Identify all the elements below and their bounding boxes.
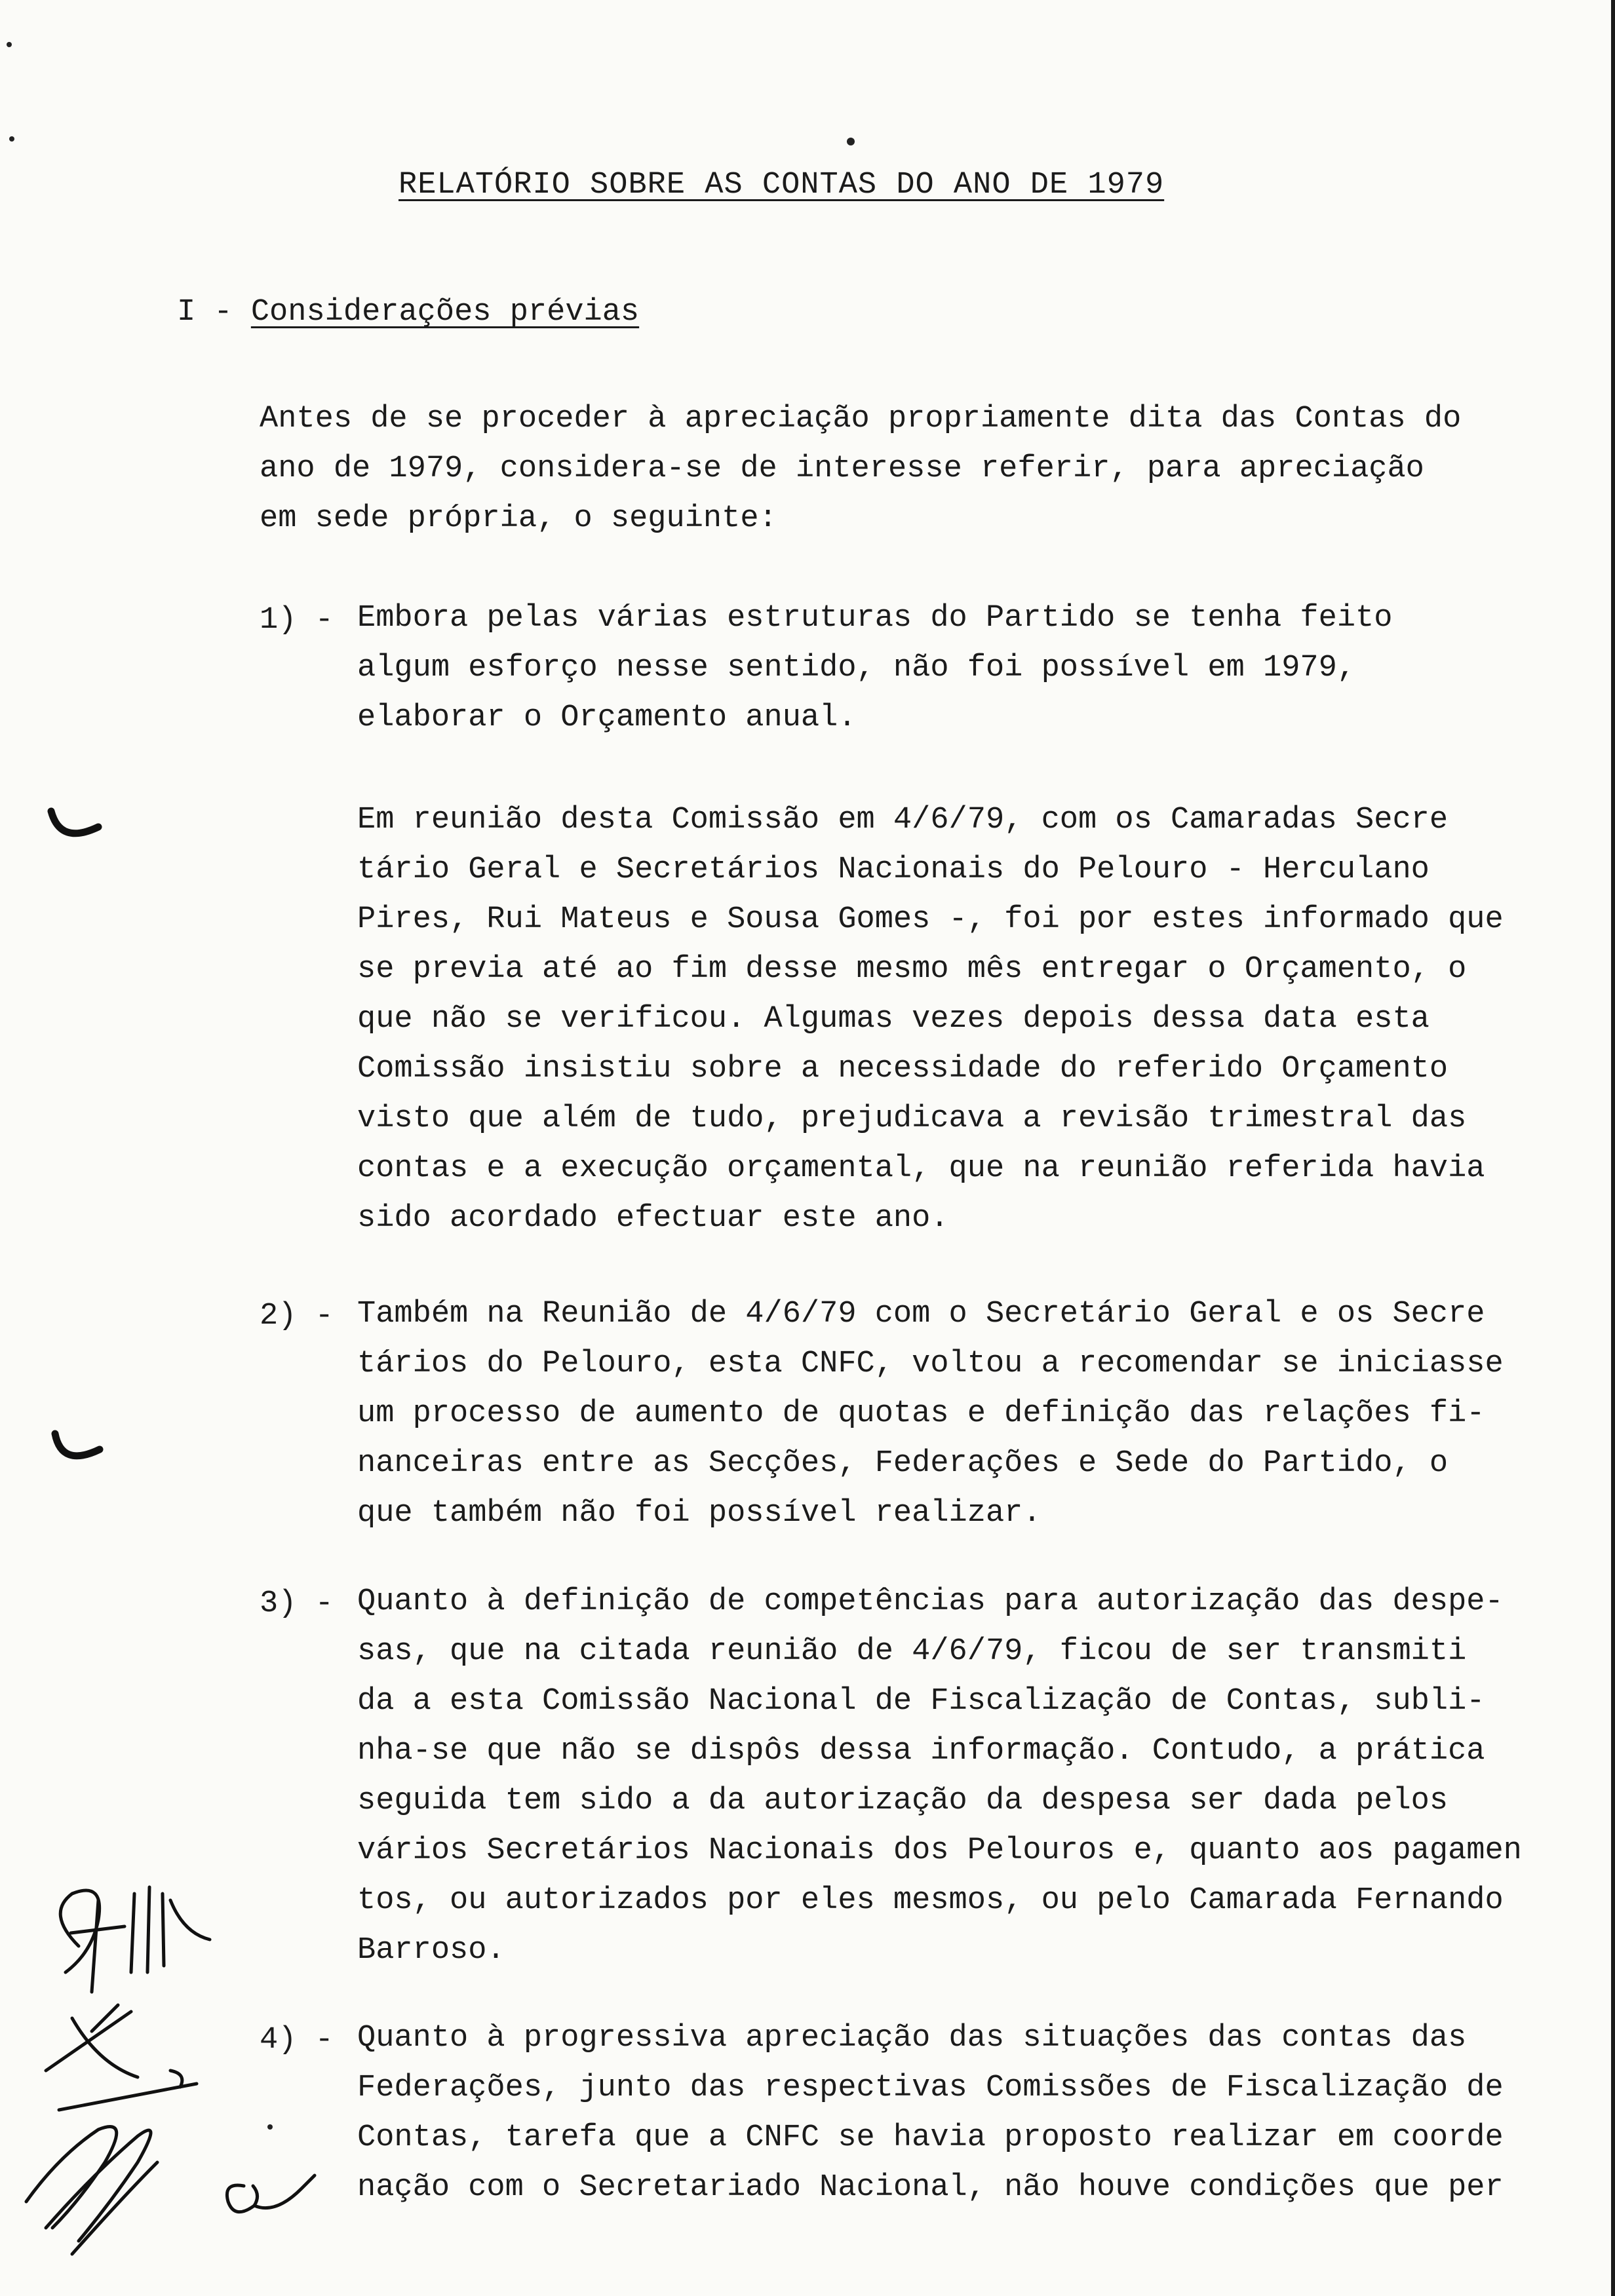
signature-initials-1 (60, 1887, 210, 1992)
text-line: se previa até ao fim desse mesmo mês entregar o Orçamento, o (357, 952, 1467, 987)
section-number: I - (177, 295, 233, 330)
margin-crescent-mark (55, 1434, 100, 1456)
item-number: 2) - (260, 1299, 334, 1333)
text-line: nanceiras entre as Secções, Federações e Sede do Partido, o (357, 1446, 1449, 1481)
text-line: Antes de se proceder à apreciação propriamente dita das Contas do (260, 402, 1462, 436)
text-line: Comissão insistiu sobre a necessidade do referido Orçamento (357, 1052, 1449, 1086)
ink-speck (9, 136, 14, 142)
text-line: em sede própria, o seguinte: (260, 501, 777, 536)
ink-speck (847, 138, 855, 145)
text-line: vários Secretários Nacionais dos Pelouros e, quanto aos pagamen (357, 1833, 1522, 1868)
text-line: Também na Reunião de 4/6/79 com o Secretário Geral e os Secre (357, 1297, 1485, 1331)
text-line: Barroso. (357, 1933, 505, 1968)
text-line: elaborar o Orçamento anual. (357, 700, 857, 735)
item-number: 4) - (260, 2023, 334, 2057)
section-title: Considerações prévias (250, 295, 640, 330)
text-line: Quanto à progressiva apreciação das situações das contas das (357, 2021, 1467, 2056)
text-line: contas e a execução orçamental, que na reunião referida havia (357, 1151, 1485, 1186)
text-line: um processo de aumento de quotas e definição das relações fi- (357, 1396, 1485, 1431)
text-line: Pires, Rui Mateus e Sousa Gomes -, foi por estes informado que (357, 902, 1504, 937)
item-number: 1) - (260, 603, 334, 638)
text-line: visto que além de tudo, prejudicava a revisão trimestral das (357, 1101, 1467, 1136)
text-line: Embora pelas várias estruturas do Partido se tenha feito (357, 601, 1393, 636)
text-line: ano de 1979, considera-se de interesse referir, para apreciação (260, 451, 1424, 486)
text-line: que também não foi possível realizar. (357, 1496, 1041, 1531)
text-line: Em reunião desta Comissão em 4/6/79, com os Camaradas Secre (357, 803, 1449, 837)
text-line: algum esforço nesse sentido, não foi possível em 1979, (357, 651, 1356, 685)
signature-3 (26, 2127, 157, 2254)
text-line: sas, que na citada reunião de 4/6/79, ficou de ser transmiti (357, 1634, 1467, 1669)
ink-speck (267, 2124, 273, 2130)
text-line: nha-se que não se dispôs dessa informação. Contudo, a prática (357, 1734, 1485, 1769)
text-line: da a esta Comissão Nacional de Fiscalização de Contas, subli- (357, 1684, 1485, 1719)
text-line: Quanto à definição de competências para autorização das despe- (357, 1584, 1504, 1619)
text-line: Federações, junto das respectivas Comissões de Fiscalização de (357, 2071, 1504, 2105)
text-line: tos, ou autorizados por eles mesmos, ou pelo Camarada Fernando (357, 1883, 1504, 1918)
item-number: 3) - (260, 1586, 334, 1621)
margin-crescent-mark (51, 811, 98, 833)
signature-initials-2 (46, 2005, 197, 2110)
document-title: RELATÓRIO SOBRE AS CONTAS DO ANO DE 1979 (399, 168, 1165, 202)
text-line: nação com o Secretariado Nacional, não houve condições que per (357, 2170, 1504, 2205)
text-line: tários do Pelouro, esta CNFC, voltou a recomendar se iniciasse (357, 1347, 1504, 1381)
page-edge (1611, 0, 1615, 2296)
text-line: sido acordado efectuar este ano. (357, 1201, 949, 1236)
signature-initial-small (227, 2175, 315, 2212)
ink-speck (7, 42, 12, 47)
text-line: seguida tem sido a da autorização da despesa ser dada pelos (357, 1784, 1449, 1818)
text-line: Contas, tarefa que a CNFC se havia proposto realizar em coorde (357, 2120, 1504, 2155)
text-line: que não se verificou. Algumas vezes depois dessa data esta (357, 1002, 1430, 1037)
text-line: tário Geral e Secretários Nacionais do Pelouro - Herculano (357, 852, 1430, 887)
